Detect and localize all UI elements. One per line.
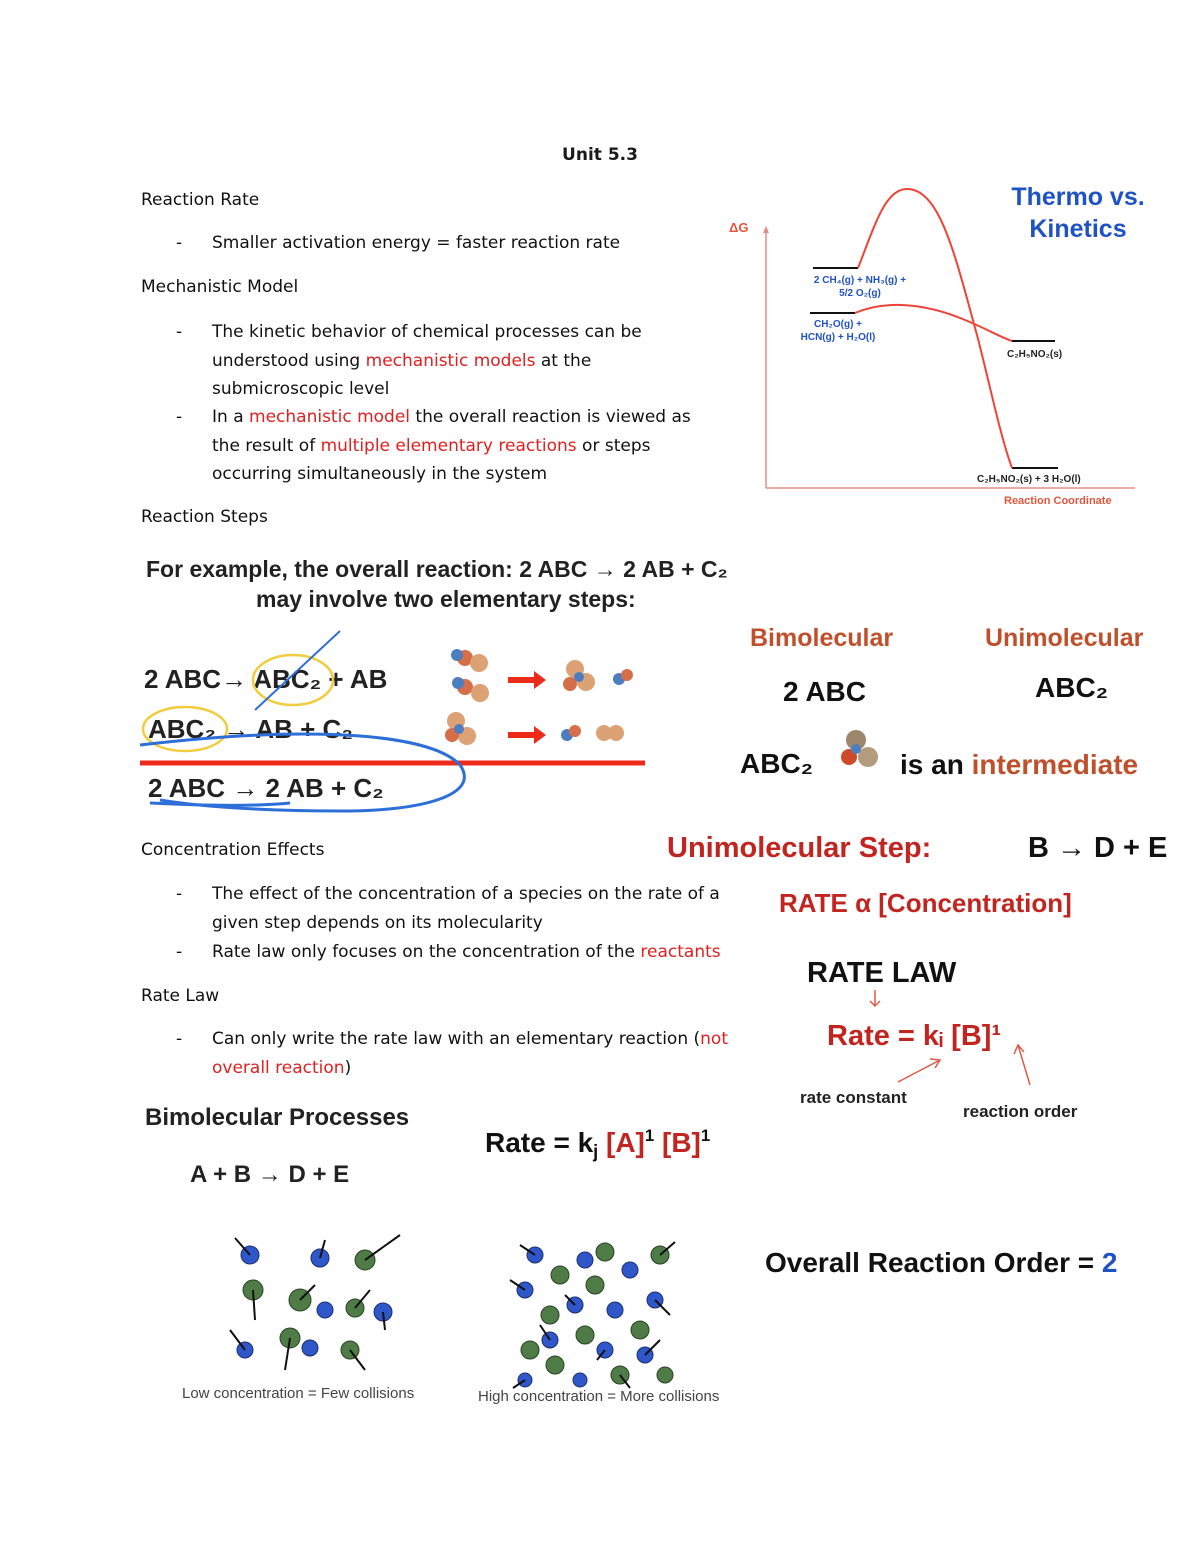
bimolecular-label: Bimolecular xyxy=(750,624,894,652)
intermediate-molecule-icon xyxy=(834,727,882,775)
molecule-abc2-reactant xyxy=(445,712,476,745)
underline-swoop xyxy=(150,803,290,805)
molecule-abc-2 xyxy=(452,677,489,702)
y-axis-arrow-icon xyxy=(763,226,769,233)
low-concentration-illustration xyxy=(215,1230,415,1380)
strike-line xyxy=(255,631,340,710)
example-line1: For example, the overall reaction: 2 ABC → 2 AB + C₂ xyxy=(146,556,728,582)
x-axis-label: Reaction Coordinate xyxy=(1004,495,1112,507)
highlight-circle-abc2 xyxy=(253,655,333,705)
example-line2: may involve two elementary steps: xyxy=(256,586,636,612)
low-concentration-caption: Low concentration = Few collisions xyxy=(182,1385,415,1402)
bullet-elementary-reaction: - Can only write the rate law with an elementary reaction (not overall reaction) xyxy=(176,1029,728,1078)
molecule-c2-product xyxy=(596,725,624,741)
annotation-overlay xyxy=(130,625,660,825)
y-axis-label: ΔG xyxy=(729,220,749,235)
diagram-title: Thermo vs. Kinetics xyxy=(1011,183,1145,243)
bimolecular-rate-equation: Rate = $k_j$ $[A]^1$ $[B]^1$ xyxy=(485,1126,711,1162)
rate-law-title: RATE LAW xyxy=(807,957,957,989)
heading-mechanistic-model: Mechanistic Model xyxy=(141,277,299,297)
rate-constant-label: rate constant xyxy=(800,1088,907,1107)
down-arrow-icon xyxy=(860,988,890,1010)
bullet-kinetic-behavior: - The kinetic behavior of chemical processes can be understood using mechanistic models at the submicroscopic level xyxy=(176,322,642,400)
bracket-swoop xyxy=(140,734,464,811)
heading-reaction-steps: Reaction Steps xyxy=(141,507,268,527)
rate-constant-arrow xyxy=(898,1060,940,1082)
bimolecular-processes-title: Bimolecular Processes xyxy=(145,1104,410,1131)
molecule-abc2-product xyxy=(563,660,595,691)
high-concentration-illustration xyxy=(505,1240,685,1390)
bimolecular-equation: A + B → D + E xyxy=(190,1161,350,1188)
bimolecular-example: 2 ABC xyxy=(783,676,866,707)
reactant1-label: 2 CH₄(g) + NH₃(g) + 5/2 O₂(g) xyxy=(813,275,907,299)
unimolecular-label: Unimolecular xyxy=(985,624,1144,652)
arrow-icon-step2 xyxy=(508,726,546,744)
step2-equation: ABC₂ → AB + C₂ xyxy=(148,714,353,744)
unimolecular-step-label: Unimolecular Step: xyxy=(667,832,932,864)
unimolecular-example: ABC₂ xyxy=(1035,672,1109,703)
molecule-ab-product xyxy=(613,669,633,685)
molecule-ab-product-2 xyxy=(561,725,581,741)
step1-equation: 2 ABC→ ABC₂ + AB xyxy=(144,664,388,694)
molecule-abc-1 xyxy=(451,649,488,672)
arrow-icon-step1 xyxy=(508,671,546,689)
overall-reaction-order: Overall Reaction Order = 2 xyxy=(765,1247,1118,1278)
high-concentration-caption: High concentration = More collisions xyxy=(478,1388,720,1405)
intermediate-species: ABC₂ xyxy=(740,748,814,779)
reactant2-label: CH₂O(g) + HCN(g) + H₂O(l) xyxy=(800,319,876,343)
rate-law-arrows xyxy=(890,1040,1050,1090)
rate-proportional: RATE α [Concentration] xyxy=(779,888,1072,918)
overall-equation: 2 ABC → 2 AB + C₂ xyxy=(148,773,384,803)
heading-concentration-effects: Concentration Effects xyxy=(141,840,325,860)
unimolecular-rate-equation: Rate = kᵢ [B]¹ xyxy=(827,1020,1002,1052)
bullet-molecularity: - The effect of the concentration of a species on the rate of a given step depends on its molecularity xyxy=(176,884,720,933)
energy-diagram xyxy=(725,175,1165,515)
product2-label: C₂H₅NO₂(s) + 3 H₂O(l) xyxy=(977,474,1081,485)
page-title: Unit 5.3 xyxy=(562,145,638,165)
product1-label: C₂H₅NO₂(s) xyxy=(1007,349,1063,360)
intermediate-statement: is an intermediate xyxy=(900,749,1139,780)
heading-rate-law: Rate Law xyxy=(141,986,220,1006)
heading-reaction-rate: Reaction Rate xyxy=(141,190,260,210)
bullet-mechanistic-model: - In a mechanistic model the overall reaction is viewed as the result of multiple elementary reactions or steps occurring simultaneously in the system xyxy=(176,407,691,485)
unimolecular-step-equation: B → D + E xyxy=(1028,832,1168,864)
reaction-order-label: reaction order xyxy=(963,1102,1078,1121)
